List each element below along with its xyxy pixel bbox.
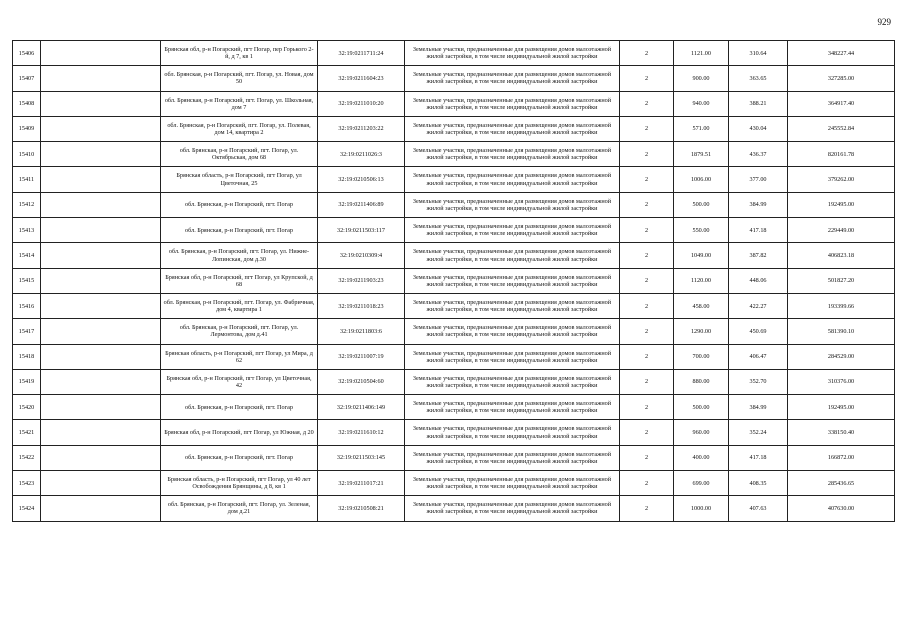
blank-cell: [41, 445, 161, 470]
table-row: [13, 218, 895, 243]
land-purpose-cell: Земельные участки, предназначенные для размещения домов малоэтажной жилой застройки, в том числе индивидуальной жилой застройки: [405, 218, 620, 243]
group-cell: 2: [620, 218, 674, 243]
address-cell: Брянская обл, р-н Погарский, пгт Погар, ул Крупской, д 68: [161, 268, 318, 293]
area-cell: 1006.00: [674, 167, 729, 192]
address-cell: обл. Брянская, р-н Погарский, пгт. Погар: [161, 192, 318, 217]
blank-cell: [41, 496, 161, 521]
table-row: [13, 91, 895, 116]
cadastral-value-cell: 166872.00: [788, 445, 895, 470]
group-cell: 2: [620, 344, 674, 369]
cadastral-number-cell: 32:19:0211406:89: [318, 192, 405, 217]
table-row: [13, 369, 895, 394]
row-number: 15408: [13, 91, 41, 116]
address-cell: Брянская область, р-н Погарский, пгт Погар, ул 40 лет Освобождения Брянщины, д 8, кв 1: [161, 471, 318, 496]
cadastral-number-cell: 32:19:0210504:60: [318, 369, 405, 394]
specific-value-cell: 417.18: [729, 218, 788, 243]
cadastral-number-cell: 32:19:0211610:12: [318, 420, 405, 445]
specific-value-cell: 408.35: [729, 471, 788, 496]
blank-cell: [41, 395, 161, 420]
group-cell: 2: [620, 192, 674, 217]
specific-value-cell: 384.99: [729, 192, 788, 217]
table-row: [13, 420, 895, 445]
blank-cell: [41, 167, 161, 192]
blank-cell: [41, 243, 161, 268]
blank-cell: [41, 116, 161, 141]
table-row: [13, 344, 895, 369]
blank-cell: [41, 420, 161, 445]
land-purpose-cell: Земельные участки, предназначенные для размещения домов малоэтажной жилой застройки, в том числе индивидуальной жилой застройки: [405, 293, 620, 318]
group-cell: 2: [620, 319, 674, 344]
area-cell: 458.00: [674, 293, 729, 318]
row-number: 15411: [13, 167, 41, 192]
table-body: [13, 41, 895, 522]
group-cell: 2: [620, 420, 674, 445]
land-purpose-cell: Земельные участки, предназначенные для размещения домов малоэтажной жилой застройки, в том числе индивидуальной жилой застройки: [405, 471, 620, 496]
group-cell: 2: [620, 293, 674, 318]
group-cell: 2: [620, 41, 674, 66]
address-cell: Брянская область, р-н Погарский, пгт Погар, ул Мира, д 62: [161, 344, 318, 369]
specific-value-cell: 388.21: [729, 91, 788, 116]
group-cell: 2: [620, 496, 674, 521]
row-number: 15409: [13, 116, 41, 141]
area-cell: 1000.00: [674, 496, 729, 521]
blank-cell: [41, 319, 161, 344]
specific-value-cell: 352.24: [729, 420, 788, 445]
cadastral-value-cell: 407630.00: [788, 496, 895, 521]
cadastral-number-cell: 32:19:0211203:22: [318, 116, 405, 141]
land-purpose-cell: Земельные участки, предназначенные для размещения домов малоэтажной жилой застройки, в том числе индивидуальной жилой застройки: [405, 445, 620, 470]
blank-cell: [41, 192, 161, 217]
group-cell: 2: [620, 66, 674, 91]
area-cell: 550.00: [674, 218, 729, 243]
specific-value-cell: 377.00: [729, 167, 788, 192]
cadastral-value-cell: 229449.00: [788, 218, 895, 243]
cadastral-value-cell: 192495.00: [788, 395, 895, 420]
cadastral-value-cell: 364917.40: [788, 91, 895, 116]
address-cell: обл. Брянская, р-н Погарский, пгт. Погар: [161, 445, 318, 470]
group-cell: 2: [620, 395, 674, 420]
cadastral-number-cell: 32:19:0211406:149: [318, 395, 405, 420]
cadastral-number-cell: 32:19:0211711:24: [318, 41, 405, 66]
row-number: 15417: [13, 319, 41, 344]
blank-cell: [41, 142, 161, 167]
table-row: [13, 293, 895, 318]
cadastral-value-cell: 285436.65: [788, 471, 895, 496]
address-cell: обл. Брянская, р-н Погарский, пгт. Погар, ул. Нижне-Лопинская, дом д.30: [161, 243, 318, 268]
cadastral-value-cell: 820161.78: [788, 142, 895, 167]
row-number: 15420: [13, 395, 41, 420]
blank-cell: [41, 344, 161, 369]
cadastral-value-cell: 501827.20: [788, 268, 895, 293]
specific-value-cell: 450.69: [729, 319, 788, 344]
address-cell: обл. Брянская, р-н Погарский, пгт. Погар: [161, 218, 318, 243]
specific-value-cell: 407.63: [729, 496, 788, 521]
area-cell: 960.00: [674, 420, 729, 445]
specific-value-cell: 384.99: [729, 395, 788, 420]
row-number: 15410: [13, 142, 41, 167]
row-number: 15407: [13, 66, 41, 91]
table-row: [13, 243, 895, 268]
cadastral-value-table: [12, 40, 895, 522]
address-cell: обл. Брянская, р-н Погарский, пгт. Погар, ул. Новая, дом 50: [161, 66, 318, 91]
group-cell: 2: [620, 471, 674, 496]
blank-cell: [41, 66, 161, 91]
specific-value-cell: 363.65: [729, 66, 788, 91]
cadastral-number-cell: 32:19:0210506:13: [318, 167, 405, 192]
cadastral-value-cell: 284529.00: [788, 344, 895, 369]
specific-value-cell: 387.82: [729, 243, 788, 268]
specific-value-cell: 417.18: [729, 445, 788, 470]
row-number: 15424: [13, 496, 41, 521]
cadastral-value-cell: 379262.00: [788, 167, 895, 192]
land-purpose-cell: Земельные участки, предназначенные для размещения домов малоэтажной жилой застройки, в том числе индивидуальной жилой застройки: [405, 319, 620, 344]
cadastral-number-cell: 32:19:0211018:23: [318, 293, 405, 318]
specific-value-cell: 352.70: [729, 369, 788, 394]
cadastral-number-cell: 32:19:0210309:4: [318, 243, 405, 268]
table-row: [13, 445, 895, 470]
cadastral-number-cell: 32:19:0211503:145: [318, 445, 405, 470]
land-purpose-cell: Земельные участки, предназначенные для размещения домов малоэтажной жилой застройки, в том числе индивидуальной жилой застройки: [405, 344, 620, 369]
page-number: 929: [877, 17, 891, 27]
cadastral-number-cell: 32:19:0211503:117: [318, 218, 405, 243]
cadastral-number-cell: 32:19:0211803:6: [318, 319, 405, 344]
cadastral-number-cell: 32:19:0211017:21: [318, 471, 405, 496]
cadastral-number-cell: 32:19:0211604:23: [318, 66, 405, 91]
area-cell: 940.00: [674, 91, 729, 116]
row-number: 15423: [13, 471, 41, 496]
address-cell: обл. Брянская, р-н Погарский, пгт. Погар, ул. Фабричная, дом 4, квартира 1: [161, 293, 318, 318]
land-purpose-cell: Земельные участки, предназначенные для размещения домов малоэтажной жилой застройки, в том числе индивидуальной жилой застройки: [405, 66, 620, 91]
cadastral-value-cell: 193399.66: [788, 293, 895, 318]
area-cell: 1120.00: [674, 268, 729, 293]
row-number: 15419: [13, 369, 41, 394]
table-row: [13, 319, 895, 344]
area-cell: 571.00: [674, 116, 729, 141]
specific-value-cell: 436.37: [729, 142, 788, 167]
table-row: [13, 471, 895, 496]
land-purpose-cell: Земельные участки, предназначенные для размещения домов малоэтажной жилой застройки, в том числе индивидуальной жилой застройки: [405, 496, 620, 521]
table-row: [13, 66, 895, 91]
cadastral-value-cell: 348227.44: [788, 41, 895, 66]
blank-cell: [41, 91, 161, 116]
area-cell: 400.00: [674, 445, 729, 470]
land-purpose-cell: Земельные участки, предназначенные для размещения домов малоэтажной жилой застройки, в том числе индивидуальной жилой застройки: [405, 116, 620, 141]
group-cell: 2: [620, 369, 674, 394]
land-purpose-cell: Земельные участки, предназначенные для размещения домов малоэтажной жилой застройки, в том числе индивидуальной жилой застройки: [405, 268, 620, 293]
land-purpose-cell: Земельные участки, предназначенные для размещения домов малоэтажной жилой застройки, в том числе индивидуальной жилой застройки: [405, 243, 620, 268]
specific-value-cell: 406.47: [729, 344, 788, 369]
address-cell: обл. Брянская, р-н Погарский, пгт. Погар, ул. Лермонтова, дом д.41: [161, 319, 318, 344]
cadastral-number-cell: 32:19:0210508:21: [318, 496, 405, 521]
address-cell: Брянская обл, р-н Погарский, пгт Погар, ул Южная, д 20: [161, 420, 318, 445]
row-number: 15416: [13, 293, 41, 318]
area-cell: 1879.51: [674, 142, 729, 167]
address-cell: обл. Брянская, р-н Погарский, пгт. Погар: [161, 395, 318, 420]
blank-cell: [41, 268, 161, 293]
cadastral-number-cell: 32:19:0211010:20: [318, 91, 405, 116]
table-row: [13, 192, 895, 217]
area-cell: 500.00: [674, 395, 729, 420]
row-number: 15415: [13, 268, 41, 293]
blank-cell: [41, 369, 161, 394]
land-purpose-cell: Земельные участки, предназначенные для размещения домов малоэтажной жилой застройки, в том числе индивидуальной жилой застройки: [405, 41, 620, 66]
cadastral-value-cell: 310376.00: [788, 369, 895, 394]
cadastral-value-cell: 581390.10: [788, 319, 895, 344]
area-cell: 1121.00: [674, 41, 729, 66]
specific-value-cell: 422.27: [729, 293, 788, 318]
group-cell: 2: [620, 167, 674, 192]
table-row: [13, 142, 895, 167]
address-cell: Брянская область, р-н Погарский, пгт Погар, ул Цветочная, 25: [161, 167, 318, 192]
group-cell: 2: [620, 268, 674, 293]
group-cell: 2: [620, 243, 674, 268]
blank-cell: [41, 41, 161, 66]
cadastral-number-cell: 32:19:0211026:3: [318, 142, 405, 167]
cadastral-value-cell: 327285.00: [788, 66, 895, 91]
table-row: [13, 268, 895, 293]
address-cell: Брянская обл, р-н Погарский, пгт Погар, ул Цветочная, 42: [161, 369, 318, 394]
area-cell: 500.00: [674, 192, 729, 217]
group-cell: 2: [620, 445, 674, 470]
blank-cell: [41, 293, 161, 318]
land-purpose-cell: Земельные участки, предназначенные для размещения домов малоэтажной жилой застройки, в том числе индивидуальной жилой застройки: [405, 395, 620, 420]
land-purpose-cell: Земельные участки, предназначенные для размещения домов малоэтажной жилой застройки, в том числе индивидуальной жилой застройки: [405, 369, 620, 394]
blank-cell: [41, 471, 161, 496]
area-cell: 700.00: [674, 344, 729, 369]
cadastral-value-cell: 406823.18: [788, 243, 895, 268]
address-cell: обл. Брянская, р-н Погарский, пгт. Погар, ул. Зеленая, дом д.21: [161, 496, 318, 521]
address-cell: обл. Брянская, р-н Погарский, пгт. Погар, ул. Октябрьская, дом 68: [161, 142, 318, 167]
area-cell: 900.00: [674, 66, 729, 91]
area-cell: 1049.00: [674, 243, 729, 268]
blank-cell: [41, 218, 161, 243]
row-number: 15412: [13, 192, 41, 217]
address-cell: обл. Брянская, р-н Погарский, пгт. Погар, ул. Школьная, дом 7: [161, 91, 318, 116]
land-purpose-cell: Земельные участки, предназначенные для размещения домов малоэтажной жилой застройки, в том числе индивидуальной жилой застройки: [405, 91, 620, 116]
cadastral-value-cell: 192495.00: [788, 192, 895, 217]
cadastral-number-cell: 32:19:0211903:23: [318, 268, 405, 293]
specific-value-cell: 310.64: [729, 41, 788, 66]
address-cell: Брянская обл, р-н Погарский, пгт Погар, пер Горького 2-й, д 7, кв 1: [161, 41, 318, 66]
cadastral-value-cell: 245552.84: [788, 116, 895, 141]
group-cell: 2: [620, 116, 674, 141]
area-cell: 699.00: [674, 471, 729, 496]
table-row: [13, 167, 895, 192]
row-number: 15413: [13, 218, 41, 243]
cadastral-number-cell: 32:19:0211007:19: [318, 344, 405, 369]
row-number: 15418: [13, 344, 41, 369]
table-row: [13, 496, 895, 521]
land-purpose-cell: Земельные участки, предназначенные для размещения домов малоэтажной жилой застройки, в том числе индивидуальной жилой застройки: [405, 192, 620, 217]
row-number: 15414: [13, 243, 41, 268]
table-row: [13, 41, 895, 66]
land-purpose-cell: Земельные участки, предназначенные для размещения домов малоэтажной жилой застройки, в том числе индивидуальной жилой застройки: [405, 420, 620, 445]
address-cell: обл. Брянская, р-н Погарский, пгт. Погар, ул. Полевая, дом 14, квартира 2: [161, 116, 318, 141]
area-cell: 1290.00: [674, 319, 729, 344]
group-cell: 2: [620, 142, 674, 167]
land-purpose-cell: Земельные участки, предназначенные для размещения домов малоэтажной жилой застройки, в том числе индивидуальной жилой застройки: [405, 167, 620, 192]
row-number: 15406: [13, 41, 41, 66]
area-cell: 880.00: [674, 369, 729, 394]
row-number: 15421: [13, 420, 41, 445]
specific-value-cell: 430.04: [729, 116, 788, 141]
cadastral-value-cell: 338150.40: [788, 420, 895, 445]
land-purpose-cell: Земельные участки, предназначенные для размещения домов малоэтажной жилой застройки, в том числе индивидуальной жилой застройки: [405, 142, 620, 167]
specific-value-cell: 448.06: [729, 268, 788, 293]
row-number: 15422: [13, 445, 41, 470]
group-cell: 2: [620, 91, 674, 116]
table-row: [13, 116, 895, 141]
table-row: [13, 395, 895, 420]
